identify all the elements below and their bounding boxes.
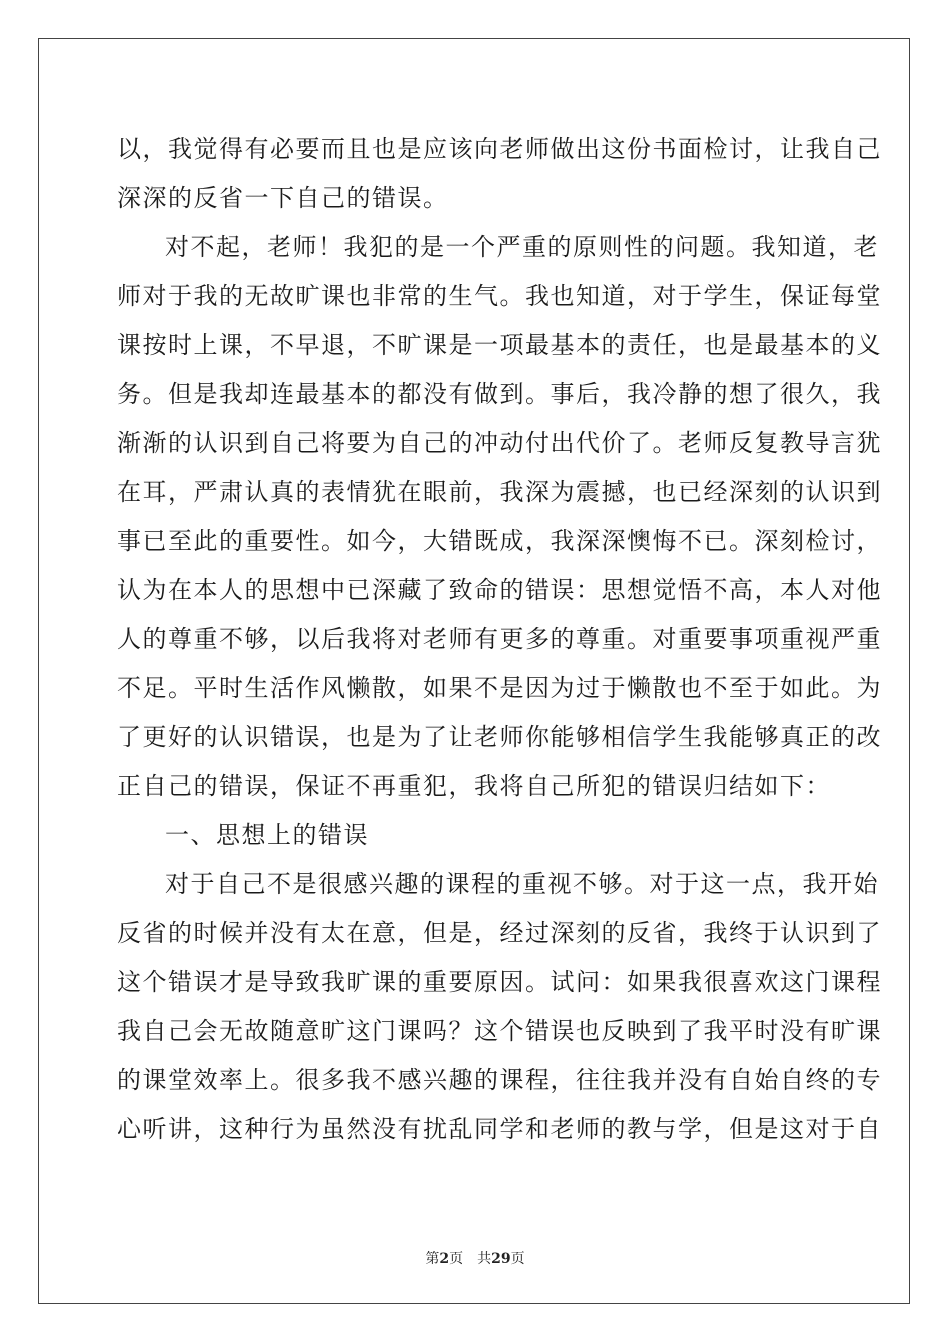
text-line: 深深的反省一下自己的错误。	[117, 184, 449, 212]
text-line: 的课堂效率上。很多我不感兴趣的课程，往往我并没有自始自终的专	[117, 1066, 882, 1094]
text-line: 在耳，严肃认真的表情犹在眼前，我深为震撼，也已经深刻的认识到	[117, 478, 882, 506]
text-line: 一、思想上的错误	[165, 821, 369, 849]
text-line: 我自己会无故随意旷这门课吗？这个错误也反映到了我平时没有旷课	[117, 1017, 882, 1045]
footer-total-prefix: 共	[477, 1251, 492, 1267]
text-line: 渐渐的认识到自己将要为自己的冲动付出代价了。老师反复教导言犹	[117, 429, 882, 457]
text-line: 正自己的错误，保证不再重犯，我将自己所犯的错误归结如下：	[117, 772, 831, 800]
text-line: 不足。平时生活作风懒散，如果不是因为过于懒散也不至于如此。为	[117, 674, 882, 702]
text-line: 对不起，老师！我犯的是一个严重的原则性的问题。我知道，老	[165, 233, 879, 261]
text-line: 课按时上课，不早退，不旷课是一项最基本的责任，也是最基本的义	[117, 331, 882, 359]
text-line: 反省的时候并没有太在意，但是，经过深刻的反省，我终于认识到了	[117, 919, 882, 947]
text-line: 认为在本人的思想中已深藏了致命的错误：思想觉悟不高，本人对他	[117, 576, 882, 604]
document-body	[117, 125, 882, 1154]
page-footer	[0, 1248, 950, 1268]
footer-page-total: 29	[491, 1251, 511, 1267]
footer-page-current: 2	[439, 1251, 450, 1267]
text-line: 了更好的认识错误，也是为了让老师你能够相信学生我能够真正的改	[117, 723, 882, 751]
text-line: 务。但是我却连最基本的都没有做到。事后，我冷静的想了很久，我	[117, 380, 882, 408]
text-line: 这个错误才是导致我旷课的重要原因。试问：如果我很喜欢这门课程	[117, 968, 882, 996]
text-line: 人的尊重不够，以后我将对老师有更多的尊重。对重要事项重视严重	[117, 625, 882, 653]
footer-page-suffix: 页	[449, 1251, 464, 1267]
text-line: 以，我觉得有必要而且也是应该向老师做出这份书面检讨，让我自己	[117, 135, 882, 163]
footer-total-suffix: 页	[510, 1251, 525, 1267]
text-line: 事已至此的重要性。如今，大错既成，我深深懊悔不已。深刻检讨，	[117, 527, 882, 555]
text-line: 心听讲，这种行为虽然没有扰乱同学和老师的教与学，但是这对于自	[117, 1115, 882, 1143]
text-line: 对于自己不是很感兴趣的课程的重视不够。对于这一点，我开始	[165, 870, 879, 898]
footer-page-prefix: 第	[425, 1251, 440, 1267]
text-line: 师对于我的无故旷课也非常的生气。我也知道，对于学生，保证每堂	[117, 282, 882, 310]
